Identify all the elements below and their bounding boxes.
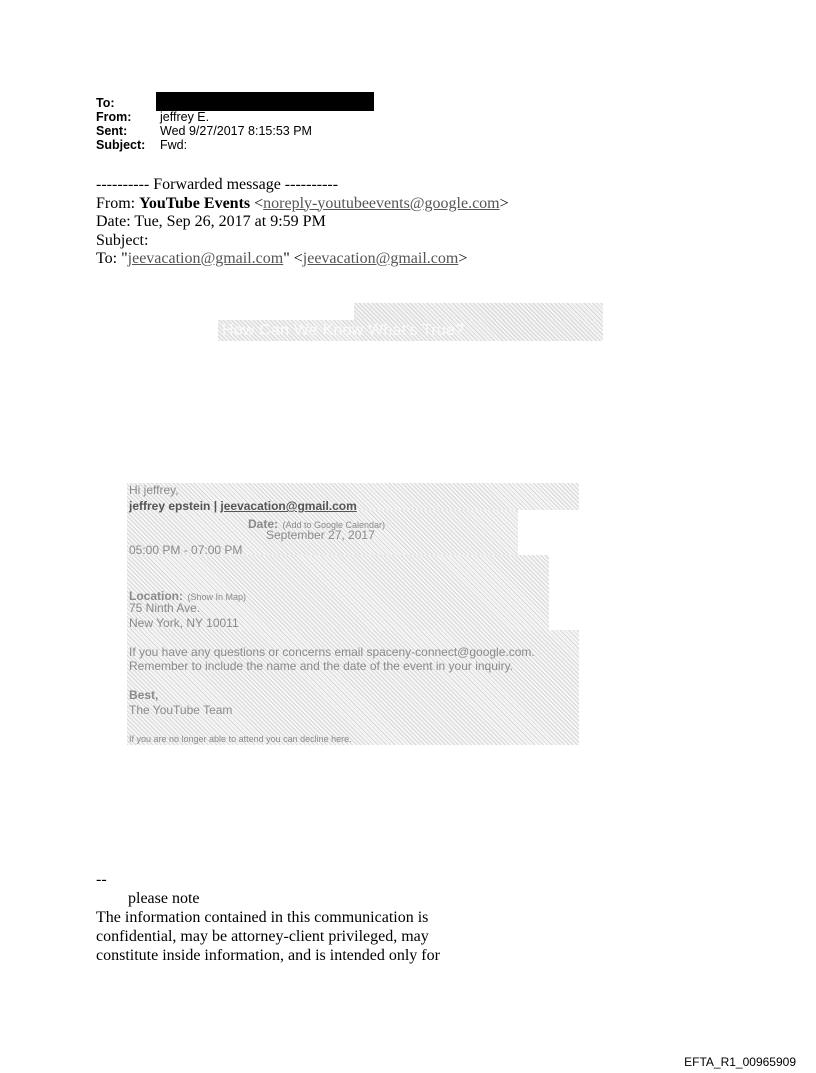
attendee-email-link[interactable]: jeevacation@gmail.com	[220, 499, 357, 513]
forward-divider: ---------- Forwarded message ----------	[96, 176, 339, 193]
forward-from: From: YouTube Events <noreply-youtubeevents@google.com>	[96, 194, 509, 212]
footer-line-2: confidential, may be attorney-client privileged, may	[96, 928, 429, 945]
from-value: jeffrey E.	[160, 110, 210, 124]
to-email-link-1[interactable]: jeevacation@gmail.com	[127, 250, 284, 267]
forward-subject: Subject:	[96, 231, 149, 249]
event-date: September 27, 2017	[266, 528, 375, 542]
subject-label: Subject:	[96, 138, 146, 152]
name-line	[129, 499, 357, 513]
to-label: To:	[96, 96, 115, 110]
document-id-stamp: EFTA_R1_00965909	[684, 1055, 796, 1069]
subject-value: Fwd:	[160, 138, 188, 152]
event-card	[127, 483, 579, 745]
footer-note	[96, 870, 496, 965]
footer-line-1: The information contained in this communication is	[96, 909, 429, 926]
location-label: Location:	[129, 589, 183, 603]
address-line-2: New York, NY 10011	[129, 616, 239, 630]
to-suffix: >	[458, 250, 468, 267]
date-label: Date:	[248, 517, 279, 531]
address-line-1: 75 Ninth Ave.	[129, 601, 201, 615]
team-name: The YouTube Team	[129, 703, 233, 717]
from-email-link[interactable]: noreply-youtubeevents@google.com	[263, 194, 500, 212]
from-label: From:	[96, 110, 132, 124]
forward-date: Date: Tue, Sep 26, 2017 at 9:59 PM	[96, 213, 326, 230]
banner-title: How Can We Know What's True?	[222, 322, 465, 339]
show-in-map-link[interactable]: (Show In Map)	[187, 592, 246, 602]
questions-line-1: If you have any questions or concerns email spaceny-connect@google.com.	[129, 645, 535, 659]
event-banner	[218, 303, 603, 341]
to-mid: " <	[283, 250, 303, 267]
forwarded-message	[96, 176, 696, 269]
to-prefix: To: "	[96, 250, 128, 267]
attendee-name: jeffrey epstein |	[129, 499, 221, 513]
footer-line-3: constitute inside information, and is intended only for	[96, 947, 440, 964]
signoff: Best,	[129, 688, 159, 702]
decline-link[interactable]: If you are no longer able to attend you can decline here.	[129, 734, 352, 744]
please-note: please note	[128, 890, 200, 907]
greeting: Hi jeffrey,	[129, 483, 179, 497]
email-header	[96, 96, 312, 152]
sent-label: Sent:	[96, 124, 128, 138]
from-name: YouTube Events	[139, 194, 251, 212]
event-time: 05:00 PM - 07:00 PM	[129, 543, 243, 557]
footer-dashes: --	[96, 871, 107, 888]
questions-line-2: Remember to include the name and the date of the event in your inquiry.	[129, 659, 514, 673]
add-to-calendar-link[interactable]: (Add to Google Calendar)	[282, 520, 386, 530]
to-email-link-2[interactable]: jeevacation@gmail.com	[302, 250, 459, 267]
forward-to	[96, 250, 696, 269]
sent-value: Wed 9/27/2017 8:15:53 PM	[160, 124, 312, 138]
from-prefix: From:	[96, 194, 140, 212]
